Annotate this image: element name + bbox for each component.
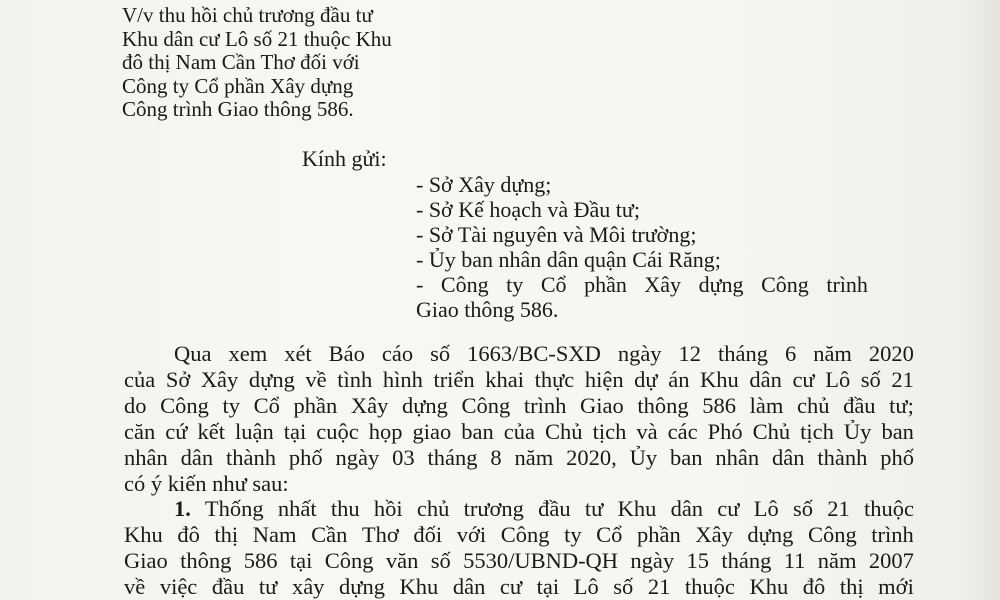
word: tháng [718,341,768,366]
word: tư; [889,393,914,418]
word: 21 [647,574,671,599]
word: hồi [373,496,403,521]
word: việc [159,574,198,599]
word: 1663/BC-SXD [467,341,601,366]
word: ngày [617,341,662,366]
word: triển [433,367,475,392]
word: tư [258,574,278,599]
word: dân [180,445,214,470]
word: tại [283,419,307,444]
word: số [430,548,451,573]
word: Xây [350,393,389,418]
word: họp [368,419,403,444]
word: Nam [252,522,297,547]
word: kết [197,419,225,444]
word: đầu [211,574,245,599]
word: tháng [721,548,772,573]
word: tại [289,548,313,573]
word: tịch [592,419,627,444]
word: dân [670,496,704,521]
recipient-item: - Sở Kế hoạch và Đầu tư; [416,197,640,222]
word: tháng [427,445,478,470]
word: về [124,574,146,599]
paragraph-line [124,574,914,600]
word: khai [485,367,524,392]
word: đối [413,522,443,547]
paragraph-line-numbered [124,496,914,522]
word: nhân [715,445,760,470]
paragraph-line [124,445,914,471]
word: - [416,272,424,297]
paragraph-line [124,419,914,445]
word: trình [871,522,914,547]
word: án [668,367,690,392]
subject-line: Khu dân cư Lô số 21 thuộc Khu [122,26,392,51]
word: 586 [243,548,278,573]
word: phần [584,272,627,297]
word: chủ [796,393,830,418]
recipient-item: - Ủy ban nhân dân quận Cái Răng; [416,247,721,272]
word: Lô [753,496,779,521]
paragraph-line: có ý kiến như sau: [124,471,289,496]
word: chủ [416,496,450,521]
word: trình [523,393,567,418]
word: năm [817,548,857,573]
recipient-item [416,272,868,297]
word: mới [878,574,914,599]
word: tại [536,574,560,599]
word: cư [717,496,740,521]
word: Xây [644,272,682,297]
word: 15 [686,548,710,573]
recipient-list [416,172,868,322]
word: thị [214,522,239,547]
word: Sở [165,367,191,392]
word: căn [124,419,156,444]
word: tư [584,496,604,521]
word: Công [440,272,489,297]
word: dựng [698,272,744,297]
subject-line: Công trình Giao thông 586. [122,97,354,121]
word: xây [291,574,325,599]
word: xét [284,341,312,366]
word: Giao [580,393,624,418]
word: của [503,419,536,444]
item-number: 1. [174,496,191,521]
word: Xây [695,522,733,547]
word: số [860,367,881,392]
word: Công [500,522,550,547]
word: Công [324,548,374,573]
word: 586 [702,393,736,418]
word: văn [385,548,419,573]
word: các [667,419,698,444]
word: cáo [381,341,414,366]
word: Chủ [545,419,583,444]
paragraph-line [124,341,914,367]
word: đầu [538,496,571,521]
word: ban [881,419,914,444]
word: trương [463,496,524,521]
word: luận [234,419,274,444]
word: thành [817,445,868,470]
recipient-item: - Sở Xây dựng; [416,172,552,197]
word: Phó [707,419,743,444]
subject-line: đô thị Nam Cần Thơ đối với [122,50,360,74]
word: ty [564,522,582,547]
word: phố [880,445,914,470]
word: phần [293,393,338,418]
word: Khu [399,574,439,599]
paragraph-item-1 [124,496,914,600]
subject-line: Công ty Cổ phần Xây dựng [122,73,354,98]
subject-block [122,4,392,122]
word: Lô [573,574,599,599]
word: ngày [630,548,675,573]
item-first-line [205,496,914,522]
scan-shadow [960,0,1000,600]
word: dự [634,367,658,392]
word: Ủy [629,445,658,470]
word: 21 [827,496,850,521]
word: cứ [165,419,188,444]
word: Cổ [540,272,567,297]
word: Chủ [752,419,791,444]
word: thuộc [863,496,914,521]
word: dân [749,367,782,392]
word: Công [461,393,511,418]
word: thực [534,367,575,392]
word: năm [813,341,852,366]
word: cư [499,574,523,599]
word: cuộc [316,419,359,444]
word: thông [637,393,689,418]
word: Giao [124,548,168,573]
paragraph-line [124,367,914,393]
word: đô [802,574,826,599]
word: số [792,496,813,521]
word: làm [749,393,784,418]
word: số [430,341,451,366]
word: hình [382,367,423,392]
word: Cần [311,522,348,547]
word: 6 [784,341,797,366]
word: ban [461,419,494,444]
word: 03 [392,445,415,470]
word: Khu [700,367,739,392]
subject-line: V/v thu hồi chủ trương đầu tư [122,3,373,27]
word: đầu [843,393,876,418]
word: dựng [401,393,448,418]
word: của [124,367,156,392]
word: do [124,393,147,418]
word: 21 [891,367,914,392]
word: cư [792,367,815,392]
paragraph-line [124,548,914,574]
word: tình [337,367,373,392]
word: thuộc [684,574,735,599]
word: trình [826,272,868,297]
word: Công [160,393,209,418]
word: Công [761,272,809,297]
word: Khu [124,522,163,547]
word: ty [222,393,240,418]
word: hiện [584,367,624,392]
paragraph-line [124,522,914,548]
word: phố [288,445,323,470]
word: và [636,419,658,444]
word: dựng [248,367,295,392]
word: dân [772,445,805,470]
word: nhân [124,445,168,470]
paragraph-intro [124,341,914,497]
word: Ủy [843,419,872,444]
word: 2007 [868,548,914,573]
word: Lô [825,367,851,392]
word: tịch [800,419,834,444]
paragraph-line [124,393,914,419]
word: thông [180,548,232,573]
word: Qua [174,341,212,366]
word: 12 [678,341,702,366]
word: ban [670,445,703,470]
word: Khu [617,496,657,521]
word: Báo [328,341,365,366]
word: 11 [783,548,806,573]
salutation: Kính gửi: [302,146,387,171]
word: giao [412,419,452,444]
word: thu [330,496,360,521]
word: dân [452,574,486,599]
recipient-item: - Sở Tài nguyên và Môi trường; [416,222,697,247]
word: thành [226,445,276,470]
word: nhất [277,496,317,521]
word: dựng [339,574,385,599]
word: Thơ [361,522,399,547]
word: thị [839,574,864,599]
word: 5530/UBND-QH [463,548,619,573]
word: 2020, [566,445,617,470]
word: dựng [747,522,794,547]
word: đô [177,522,200,547]
word: 2020 [868,341,914,366]
word: năm [514,445,554,470]
word: Công [807,522,857,547]
recipient-item: Giao thông 586. [416,297,559,322]
word: Cổ [253,393,280,418]
word: 8 [490,445,502,470]
word: Cổ [596,522,623,547]
word: ngày [335,445,380,470]
word: phần [637,522,681,547]
word: ty [506,272,524,297]
word: xem [228,341,268,366]
word: Thống [204,496,264,521]
word: Xây [200,367,239,392]
word: Khu [749,574,789,599]
word: số [613,574,634,599]
word: với [456,522,487,547]
word: về [305,367,327,392]
